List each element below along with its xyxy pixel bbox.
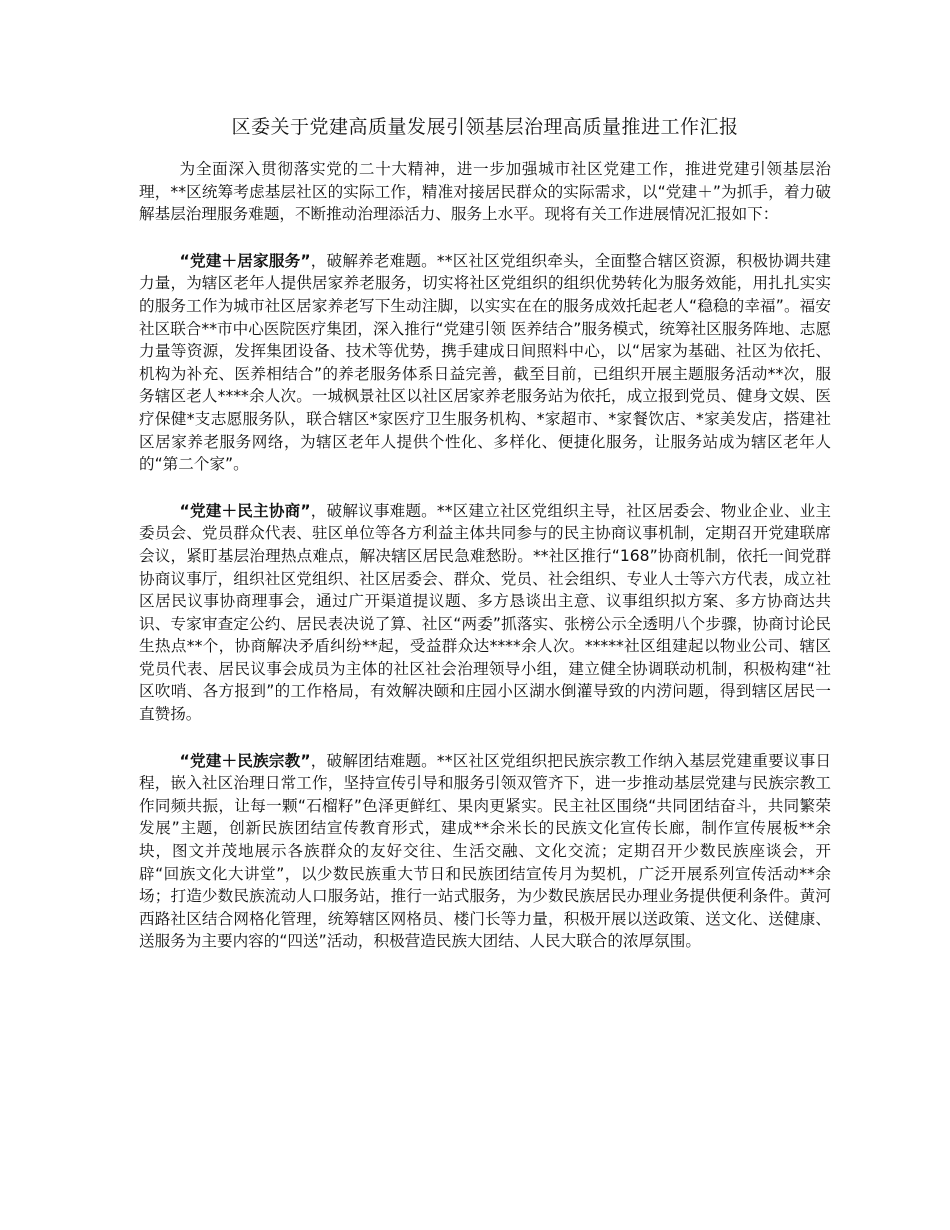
section-body-home-care: ，破解养老难题。**区社区党组织牵头，全面整合辖区资源，积极协调共建力量，为辖区老年人提供居家养老服务，切实将社区党组织的组织优势转化为服务效能，用扎扎实实的服务工作为城市社区居家养老写下生动注脚，以实实在在的服务成效托起老人“稳稳的幸福”。福安社区联合**市中心医院医疗集团，深入推行“党建引领 医养结合”服务模式，统筹社区服务阵地、志愿力量等资源，发挥集团设备、技术等优势，携手建成日间照料中心，以“居家为基础、社区为依托、机构为补充、医养相结合”的养老服务体系日益完善，截至目前，已组织开展主题服务活动**次，服务辖区老人****余人次。一城枫景社区以社区居家养老服务站为依托，成立报到党员、健身文娱、医疗保健*支志愿服务队，联合辖区*家医疗卫生服务机构、*家超市、*家餐饮店、*家美发店，搭建社区居家养老服务网络，为辖区老年人提供个性化、多样化、便捷化服务，让服务站成为辖区老年人的“第二个家”。 <box>139 251 831 474</box>
section-lead-consultation: “党建＋民主协商” <box>179 501 311 520</box>
section-body-ethnic-religion: ，破解团结难题。**区社区党组织把民族宗教工作纳入基层党建重要议事日程，嵌入社区治理日常工作，坚持宣传引导和服务引领双管齐下，进一步推动基层党建与民族宗教工作同频共振，让每一颗“石榴籽”色泽更鲜红、果肉更紧实。民主社区围绕“共同团结奋斗，共同繁荣发展”主题，创新民族团结宣传教育形式，建成**余米长的民族文化宣传长廊，制作宣传展板**余块，图文并茂地展示各族群众的友好交往、生活交融、文化交流；定期召开少数民族座谈会，开辟“回族文化大讲堂”，以少数民族重大节日和民族团结宣传月为契机，广泛开展系列宣传活动**余场；打造少数民族流动人口服务站，推行一站式服务，为少数民族居民办理业务提供便利条件。黄河西路社区结合网格化管理，统筹辖区网格员、楼门长等力量，积极开展以送政策、送文化、送健康、送服务为主要内容的“四送”活动，积极营造民族大团结、人民大联合的浓厚氛围。 <box>139 751 831 951</box>
intro-paragraph: 为全面深入贯彻落实党的二十大精神，进一步加强城市社区党建工作，推进党建引领基层治理，**区统筹考虑基层社区的实际工作，精准对接居民群众的实际需求，以“党建＋”为抓手，着力破解基层治理服务难题，不断推动治理添活力、服务上水平。现将有关工作进展情况汇报如下： <box>139 160 831 224</box>
paragraph-gap <box>139 226 831 250</box>
document-page <box>139 114 831 953</box>
section-body-consultation: ，破解议事难题。**区建立社区党组织主导，社区居委会、物业企业、业主委员会、党员群众代表、驻区单位等各方利益主体共同参与的民主协商议事机制，定期召开党建联席会议，紧盯基层治理热点难点，解决辖区居民急难愁盼。**社区推行“168”协商机制，依托一间党群协商议事厅，组织社区党组织、社区居委会、群众、党员、社会组织、专业人士等六方代表，成立社区居民议事协商理事会，通过广开渠道提议题、多方恳谈出主意、议事组织拟方案、多方协商达共识、专家审查定公约、居民表决说了算、社区“两委”抓落实、张榜公示全透明八个步骤，协商讨论民生热点**个，协商解决矛盾纠纷**起，受益群众达****余人次。*****社区组建起以物业公司、辖区党员代表、居民议事会成员为主体的社区社会治理领导小组，建立健全协调联动机制，积极构建“社区吹哨、各方报到”的工作格局，有效解决颐和庄园小区湖水倒灌导致的内涝问题，得到辖区居民一直赞扬。 <box>139 501 831 724</box>
paragraph-gap <box>139 476 831 500</box>
document-title: 区委关于党建高质量发展引领基层治理高质量推进工作汇报 <box>231 116 739 138</box>
section-lead-ethnic-religion: “党建＋民族宗教” <box>179 751 311 770</box>
section-paragraph-home-care <box>139 250 831 476</box>
section-paragraph-consultation <box>139 500 831 726</box>
paragraph-gap <box>139 726 831 750</box>
section-lead-home-care: “党建＋居家服务” <box>179 251 311 270</box>
section-paragraph-ethnic-religion <box>139 750 831 953</box>
